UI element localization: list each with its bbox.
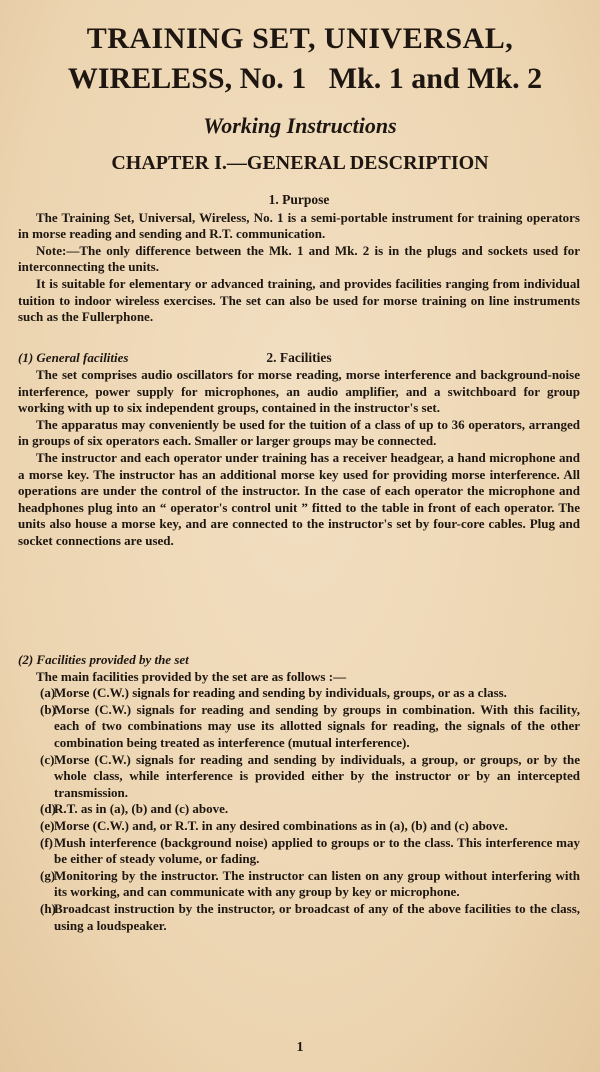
section-purpose [18,192,580,326]
paragraph: The apparatus may conveniently be used for the tuition of a class of up to 36 operators, arranged in groups of six operators each. Smaller or larger groups may be connected. [18,416,580,449]
list-item: (f) Mush interference (background noise) applied to groups or to the class. This interference may be either of steady volume, or fading. [40,834,580,867]
subsection-label-provided: (2) Facilities provided by the set [18,652,189,667]
page-number: 1 [296,1040,304,1055]
title-line-1: TRAINING SET, UNIVERSAL, [86,22,514,55]
section-facilities [18,350,580,550]
subsection-label-general: (1) General facilities [18,350,129,365]
list-item: (b) Morse (C.W.) signals for reading and sending by groups in combination. With this facility, each of two combinations may use its allotted signals for reading, the signals of the other combination being treated as interference (mutual interference). [40,701,580,750]
title-line-2: WIRELESS, No. 1 Mk. 1 and Mk. 2 [67,62,543,95]
paragraph: It is suitable for elementary or advanced training, and provides facilities ranging from individual tuition to indoor wireless exercises. The set can also be used for morse training on line instruments such as the Fullerphone. [18,275,580,325]
paragraph-note: Note:—The only difference between the Mk. 1 and Mk. 2 is in the plugs and sockets used for interconnecting the units. [18,242,580,275]
list-item: (h) Broadcast instruction by the instructor, or broadcast of any of the above facilities to the class, using a loudspeaker. [40,900,580,933]
section-facilities-provided [18,652,580,934]
subtitle: Working Instructions [203,113,397,138]
list-item: (e) Morse (C.W.) and, or R.T. in any desired combinations as in (a), (b) and (c) above. [40,817,508,833]
paragraph: The set comprises audio oscillators for morse reading, morse interference and background-noise interference, power supply for microphones, an audio amplifier, and a switchboard for group working with up to six independent groups, contained in the instructor's set. [18,367,580,416]
list-item: (c) Morse (C.W.) signals for reading and sending by individuals, a group, or groups, or by the whole class, while interference is provided either by the instructor or by an intercepted transmission. [40,751,580,800]
list-item: (g) Monitoring by the instructor. The instructor can listen on any group without interfering with its working, and can communicate with any group by key or microphone. [40,867,580,900]
list-item: (a) Morse (C.W.) signals for reading and sending by individuals, groups, or as a class. [40,685,507,701]
paragraph: The instructor and each operator under training has a receiver headgear, a hand microphone and a morse key. The instructor has an additional morse key used for providing morse interference. All operations are under the control of the instructor. In the case of each operator the microphone and headphones plug into an “ operator's control unit ” fitted to the table in front of each operator. The units also house a morse key, and are connected to the instructor's set by four-core cables. Plug and socket connections are used. [18,449,580,548]
section-heading-purpose: 1. Purpose [268,192,330,207]
section-heading-facilities: 2. Facilities [266,350,332,365]
paragraph: The Training Set, Universal, Wireless, No. 1 is a semi-portable instrument for training operators in morse reading and sending and R.T. communication. [18,209,580,242]
paragraph-intro: The main facilities provided by the set are as follows :— [36,668,347,684]
list-item: (d) R.T. as in (a), (b) and (c) above. [40,801,229,817]
chapter-heading: CHAPTER I.—GENERAL DESCRIPTION [111,152,489,174]
facilities-list [18,685,580,934]
